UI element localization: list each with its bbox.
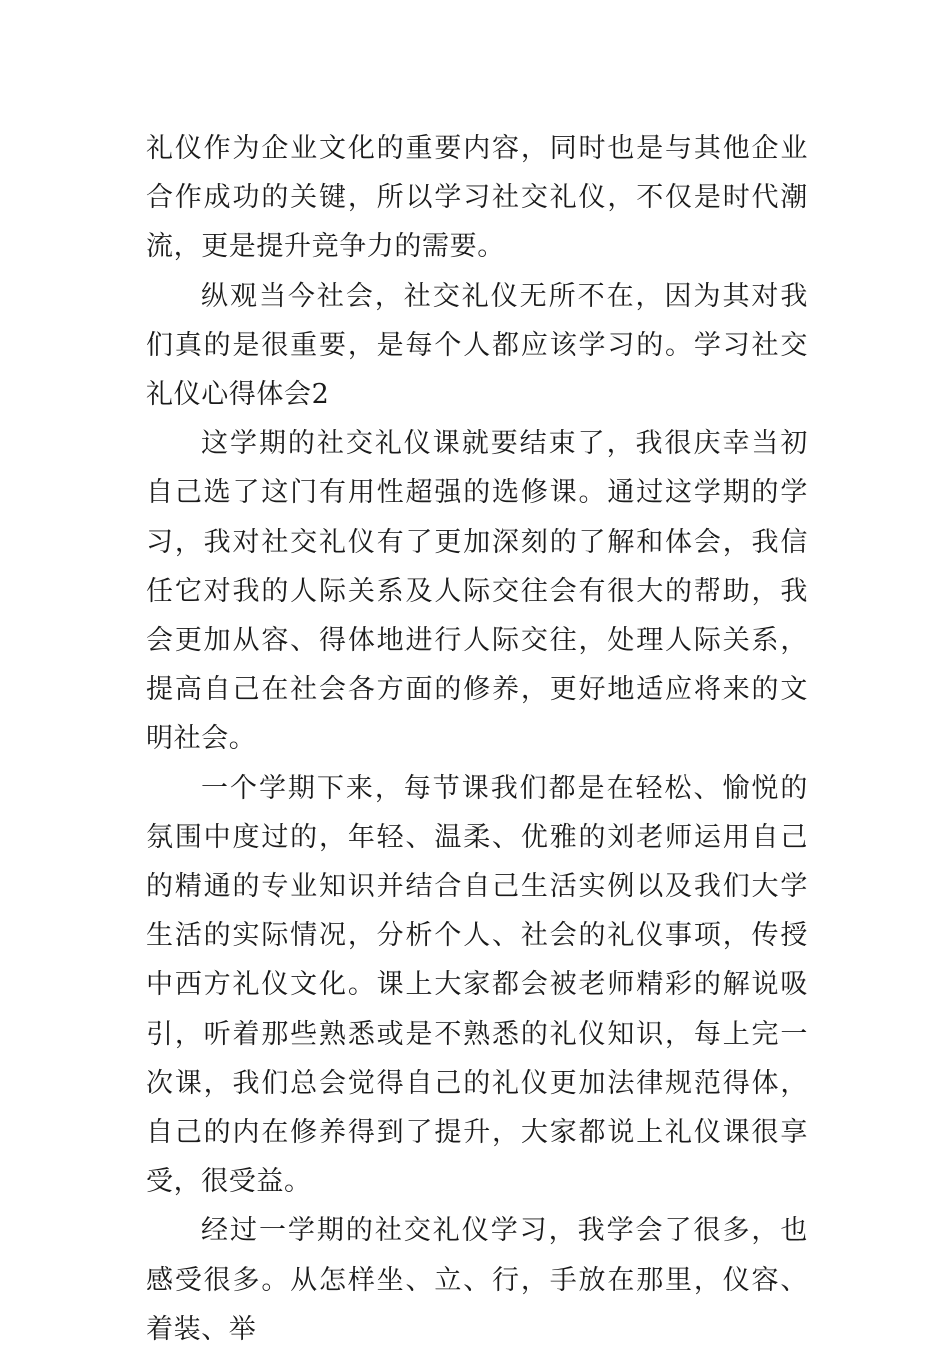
paragraph-3: 这学期的社交礼仪课就要结束了，我很庆幸当初自己选了这门有用性超强的选修课。通过这学期的学习，我对社交礼仪有了更加深刻的了解和体会，我信任它对我的人际关系及人际交往会有很大的帮助，我会更加从容、得体地进行人际交往，处理人际关系，提高自己在社会各方面的修养，更好地适应将来的文明社会。	[146, 428, 808, 755]
paragraph-2: 纵观当今社会，社交礼仪无所不在，因为其对我们真的是很重要，是每个人都应该学习的。学习社交礼仪心得体会2	[146, 280, 808, 411]
paragraph-1: 礼仪作为企业文化的重要内容，同时也是与其他企业合作成功的关键，所以学习社交礼仪，不仅是时代潮流，更是提升竞争力的需要。	[146, 133, 808, 263]
paragraph-4: 一个学期下来，每节课我们都是在轻松、愉悦的氛围中度过的，年轻、温柔、优雅的刘老师运用自己的精通的专业知识并结合自己生活实例以及我们大学生活的实际情况，分析个人、社会的礼仪事项，传授中西方礼仪文化。课上大家都会被老师精彩的解说吸引，听着那些熟悉或是不熟悉的礼仪知识，每上完一次课，我们总会觉得自己的礼仪更加法律规范得体，自己的内在修养得到了提升，大家都说上礼仪课很享受，很受益。	[146, 772, 808, 1198]
paragraph-5: 经过一学期的社交礼仪学习，我学会了很多，也感受很多。从怎样坐、立、行，手放在那里，仪容、着装、举	[146, 1215, 808, 1345]
document-body	[146, 124, 808, 1354]
